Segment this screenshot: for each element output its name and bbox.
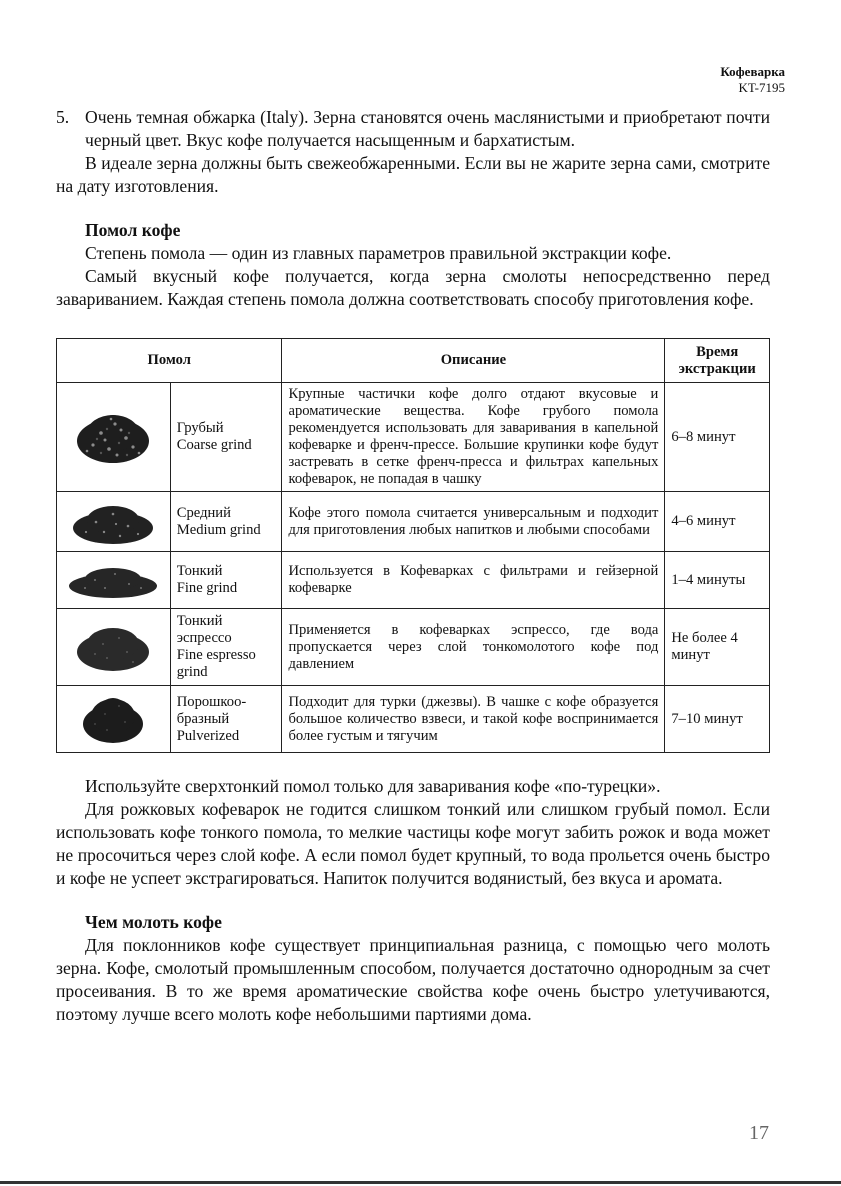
grind-table [56,338,770,753]
grind-name-cell [170,492,282,552]
paragraph: Самый вкусный кофе получается, когда зерна смолоты непосредственно перед завариванием. Каждая степень помола должна соответствовать способу приготовления кофе. [56,266,770,309]
time-cell: 1–4 минуты [665,552,770,609]
time-cell: 4–6 минут [665,492,770,552]
grind-name-cell [170,383,282,492]
grind-name-line: Грубый [176,420,224,436]
intro-paragraph: В идеале зерна должны быть свежеобжаренными. Если вы не жарите зерна сами, смотрите на дату изготовления. [56,153,770,196]
table-row [57,492,770,552]
paragraph: Для рожковых кофеварок не годится слишком тонкий или слишком грубый помол. Если использовать кофе тонкого помола, то мелкие частицы кофе могут забить рожок и вода может не просочиться через слой кофе. А если помол будет крупный, то вода прольется очень быстро и кофе не успеет экстрагироваться. Напиток получится водянистый, без вкуса и аромата. [56,799,770,888]
description-cell: Кофе этого помола считается универсальным и подходит для приготовления любых напитков и любыми способами [282,492,665,552]
time-cell: 7–10 минут [665,686,770,753]
grind-name-line: Medium grind [176,521,261,538]
roast-list-item [56,106,770,152]
fine-grounds-icon [65,558,161,602]
grind-name-cell [170,686,282,753]
grind-name-cell [170,609,282,686]
page-number: 17 [749,1122,769,1144]
image-cell [57,686,171,753]
grind-name-line: Coarse grind [176,437,252,453]
espresso-grounds-icon [73,618,153,676]
time-cell: 6–8 минут [665,383,770,492]
table-row [57,552,770,609]
grind-name-line: эспрессо [176,630,232,646]
table-row [57,609,770,686]
table-header-row [57,339,770,383]
grind-name-line: Порошкоо- [176,693,247,710]
page-header [720,64,785,96]
grind-name-line: Fine espresso [176,647,256,663]
table-row [57,383,770,492]
grind-name-line: Pulverized [176,727,240,744]
grind-name-line: бразный [176,710,230,727]
coarse-grounds-icon [71,405,155,469]
header-grind: Помол [57,339,282,383]
description-cell: Крупные частички кофе долго отдают вкусовые и ароматические вещества. Кофе грубого помола рекомендуется использовать для заваривания в капельной кофеварке и френч-прессе. Большие крупинки кофе будут застревать в сетке френч-пресса и фильтрах капельных кофеварок, не попадая в чашку [282,383,665,492]
description-cell: Подходит для турки (джезвы). В чашке с кофе образуется большое количество взвеси, и такой кофе воспринимается более густым и тягучим [282,686,665,753]
section-heading-how: Чем молоть кофе [85,912,222,932]
paragraph: Степень помола — один из главных параметров правильной экстракции кофе. [85,243,672,263]
image-cell [57,383,171,492]
description-cell: Применяется в кофеварках эспрессо, где вода пропускается через слой тонкомолотого кофе под давлением [282,609,665,686]
section-heading-grind: Помол кофе [85,220,181,240]
header-description: Описание [282,339,665,383]
paragraph: Для поклонников кофе существует принципиальная разница, с помощью чего молоть зерна. Кофе, смолотый промышленным способом, получается достаточно однородным за счет просеивания. В то же время ароматические свойства кофе очень быстро улетучиваются, поэтому лучше всего молоть кофе небольшими партиями дома. [56,935,770,1024]
grind-name-line: grind [176,664,208,680]
grind-name-line: Тонкий [176,563,223,579]
header-title: Кофеварка [720,64,785,79]
grind-name-line: Средний [176,504,231,521]
grind-name-line: Fine grind [176,580,238,596]
medium-grounds-icon [68,496,158,548]
list-number: 5. [56,107,70,127]
header-model: KT-7195 [738,80,785,95]
list-text: Очень темная обжарка (Italy). Зерна становятся очень маслянистыми и приобретают почти черный цвет. Вкус кофе получается насыщенным и бархатистым. [85,107,770,150]
table-row [57,686,770,753]
pulverized-grounds-icon [77,690,149,748]
page-bottom-rule [0,1181,841,1184]
paragraph: Используйте сверхтонкий помол только для заваривания кофе «по-турецки». [85,776,661,796]
image-cell [57,552,171,609]
grind-name-cell [170,552,282,609]
header-time: Время экстракции [665,339,770,383]
time-cell: Не более 4 минут [665,609,770,686]
image-cell [57,492,171,552]
page-content [56,106,770,1026]
image-cell [57,609,171,686]
grind-name-line: Тонкий [176,613,223,629]
description-cell: Используется в Кофеварках с фильтрами и гейзерной кофеварке [282,552,665,609]
